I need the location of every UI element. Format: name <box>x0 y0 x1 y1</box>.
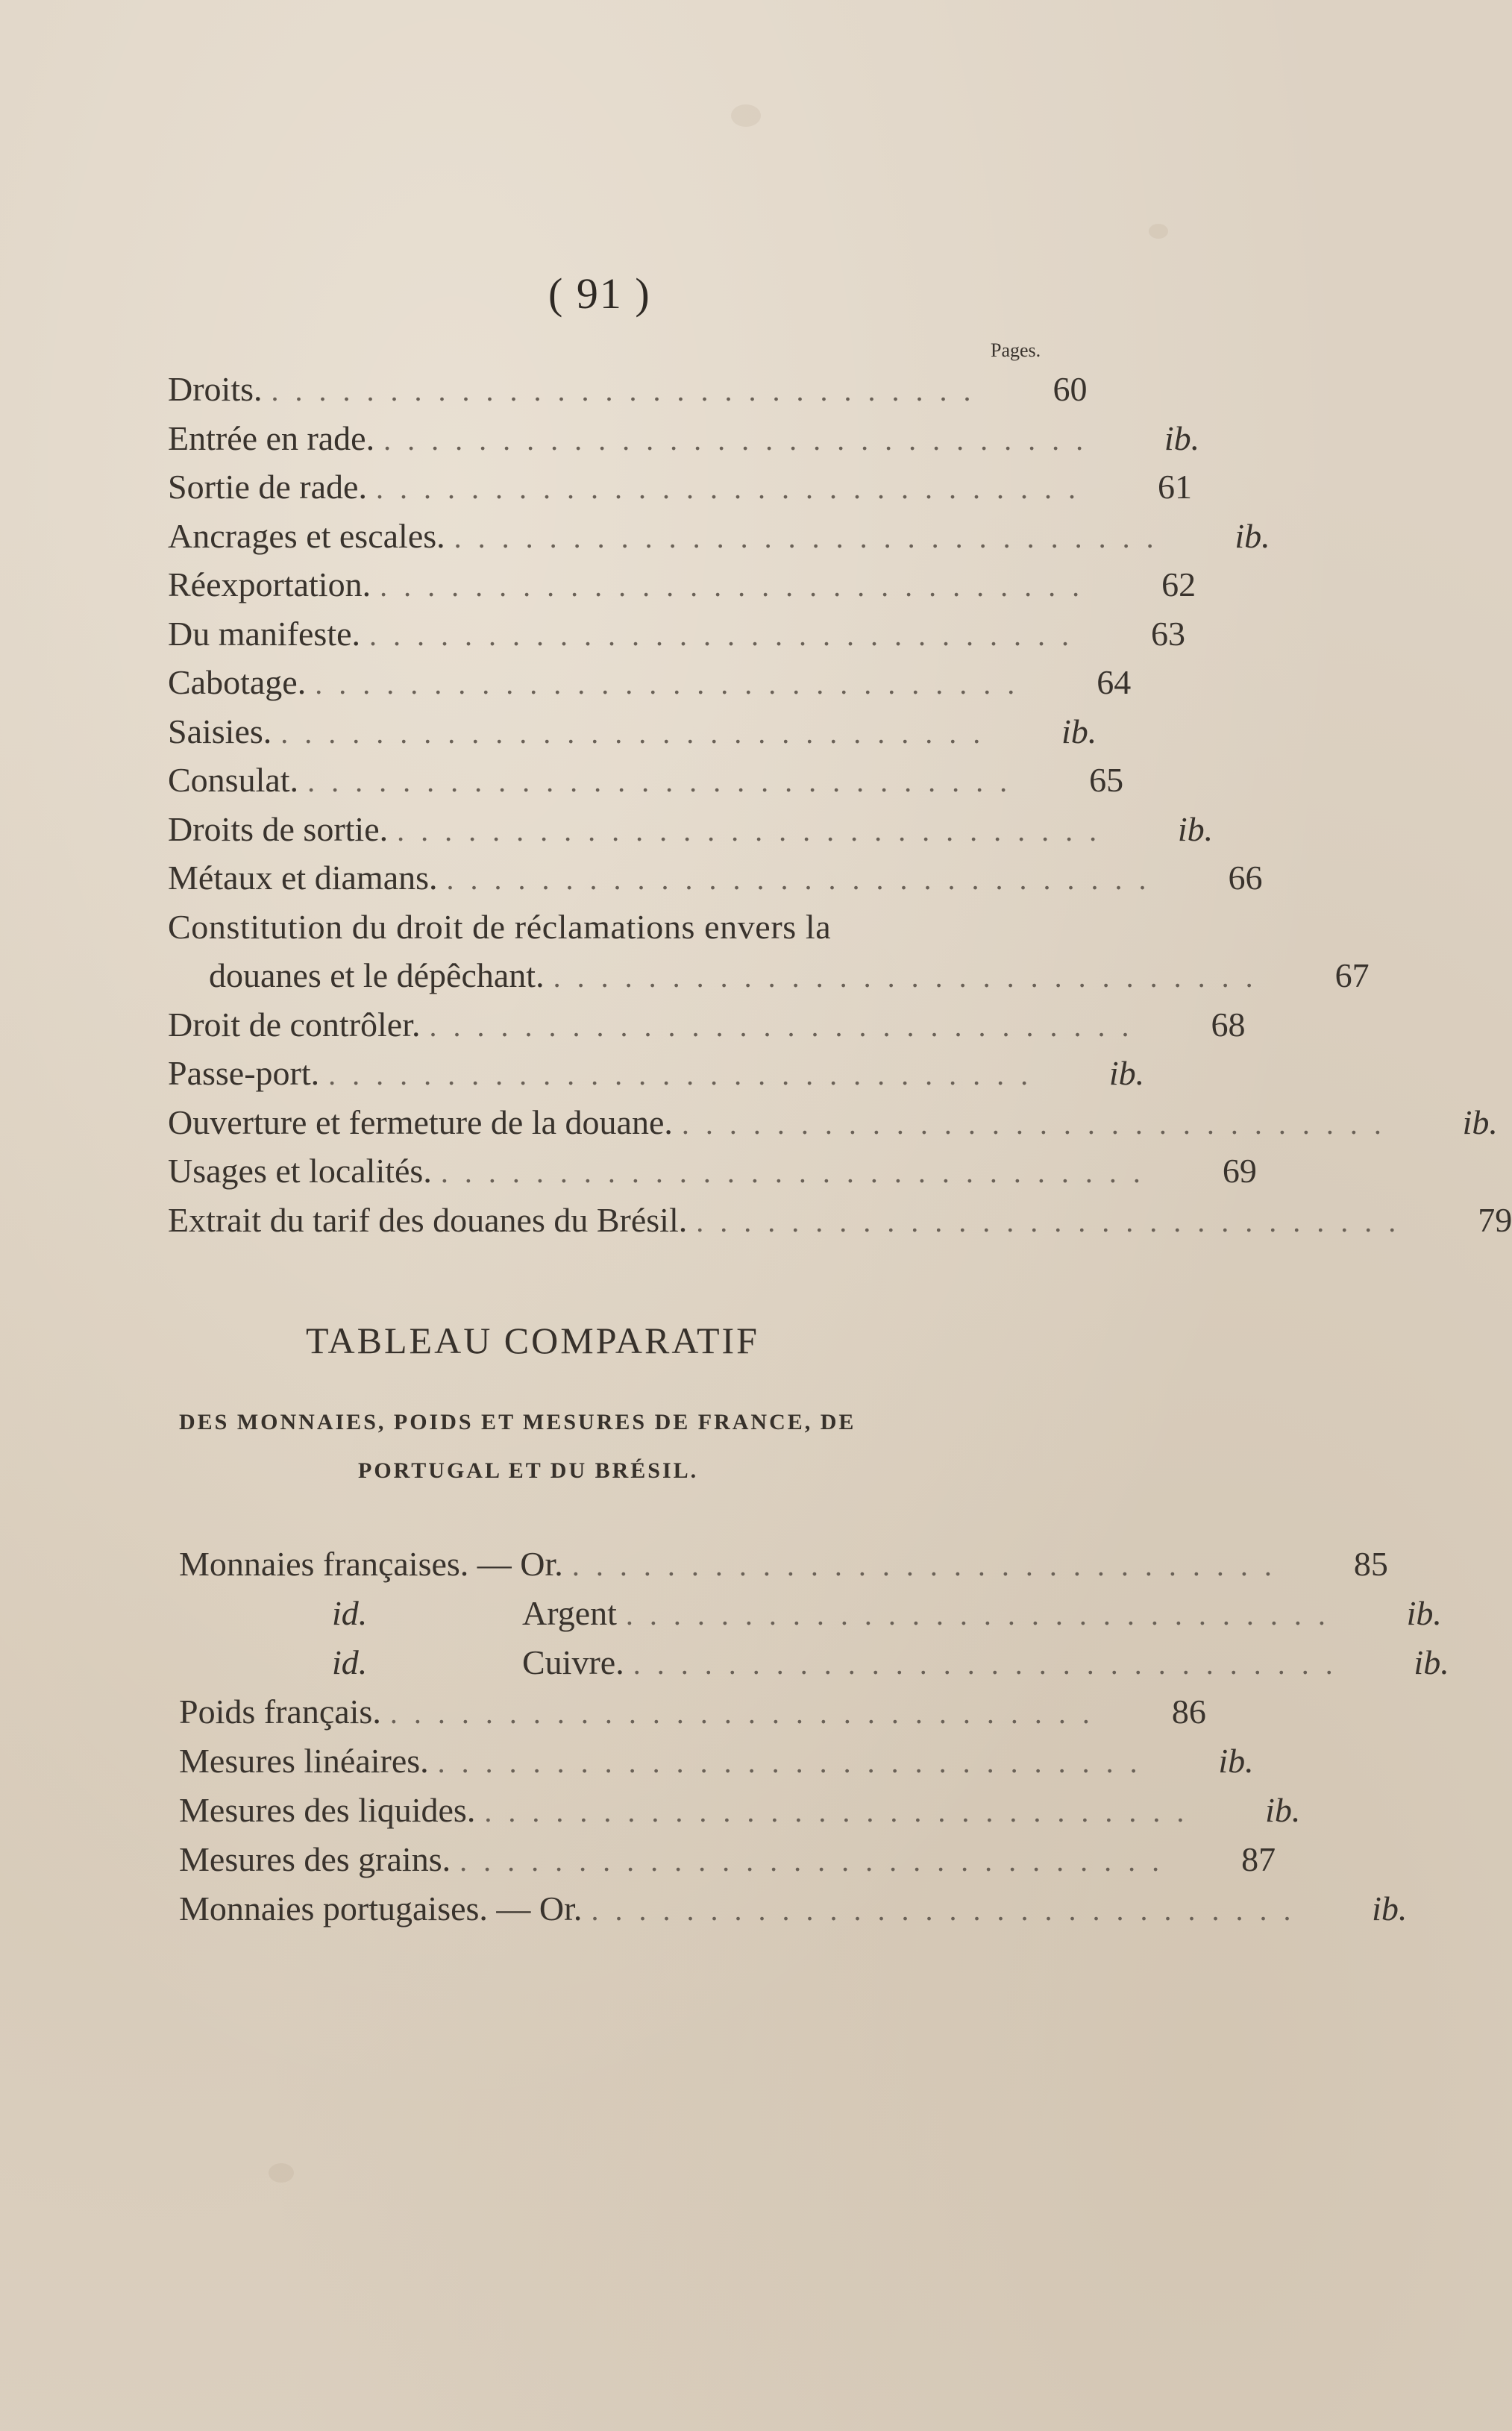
toc-entry-label: Mesures linéaires. <box>179 1742 429 1780</box>
leader-dots: .............................. <box>271 374 988 407</box>
toc-entry-label: Droits de sortie. <box>168 809 389 848</box>
toc-entry <box>179 1741 1254 1790</box>
toc-entry <box>179 1544 1388 1593</box>
toc-entry <box>179 1692 1206 1741</box>
toc-entry-page: ib. <box>1061 712 1097 750</box>
toc-entry <box>168 1151 1257 1200</box>
table-of-contents-bottom <box>179 1544 1449 1938</box>
toc-entry <box>168 614 1186 663</box>
toc-entry-page: 67 <box>1334 956 1370 994</box>
toc-entry <box>168 809 1214 859</box>
toc-entry-label: Réexportation. <box>168 565 371 603</box>
leader-dots: .............................. <box>375 471 1092 505</box>
toc-entry <box>168 1200 1512 1249</box>
toc-entry <box>168 1053 1145 1102</box>
toc-entry-label: Usages et localités. <box>168 1152 432 1190</box>
toc-entry-label: Saisies. <box>168 712 272 750</box>
toc-entry-page: ib. <box>1414 1643 1449 1681</box>
leader-dots: .............................. <box>459 1844 1176 1878</box>
toc-entry-page: 79 <box>1478 1200 1512 1239</box>
toc-entry-label: Ouverture et fermeture de la douane. <box>168 1102 673 1141</box>
toc-entry <box>168 1005 1246 1054</box>
toc-entry-label: Ancrages et escales. <box>168 516 445 555</box>
toc-entry-label: Mesures des grains. <box>179 1840 451 1878</box>
toc-entry-label: Mesures des liquides. <box>179 1791 476 1829</box>
leader-dots: .............................. <box>571 1549 1288 1582</box>
toc-entry <box>168 418 1200 468</box>
leader-dots: .............................. <box>625 1598 1342 1631</box>
toc-entry <box>168 516 1270 565</box>
leader-dots: .............................. <box>307 765 1024 798</box>
leader-dots: .............................. <box>446 862 1163 896</box>
toc-entry-label: Passe-port. <box>168 1054 320 1092</box>
leader-dots: .............................. <box>437 1745 1154 1779</box>
toc-entry-page: ib. <box>1406 1594 1442 1632</box>
toc-entry-label: Droits. <box>168 370 263 408</box>
toc-entry-label: Argent <box>522 1594 617 1632</box>
toc-entry-ditto: id. <box>332 1643 368 1681</box>
leader-dots: .............................. <box>429 1009 1146 1043</box>
toc-entry <box>179 1593 1442 1643</box>
leader-dots: .............................. <box>633 1647 1349 1681</box>
section-subtitle-line1: DES MONNAIES, POIDS ET MESURES DE FRANCE, DE <box>179 1410 856 1434</box>
toc-entry-label: Métaux et diamans. <box>168 859 438 897</box>
toc-entry <box>168 1102 1498 1152</box>
toc-entry-page: 68 <box>1211 1005 1246 1044</box>
toc-entry <box>168 760 1124 809</box>
toc-entry <box>168 662 1132 712</box>
paper-stain <box>269 2163 294 2183</box>
toc-entry <box>168 858 1263 907</box>
toc-entry <box>168 369 1088 418</box>
leader-dots: .............................. <box>681 1106 1398 1141</box>
toc-entry-page: ib. <box>1218 1742 1254 1780</box>
leader-dots: .............................. <box>369 618 1086 652</box>
page-number: ( 91 ) <box>548 269 651 318</box>
toc-entry-page: 64 <box>1097 663 1132 701</box>
toc-entry-label: Sortie de rade. <box>168 468 367 506</box>
toc-entry-page: 85 <box>1353 1545 1388 1583</box>
leader-dots: .............................. <box>280 715 997 750</box>
toc-entry-label: Monnaies portugaises. — Or. <box>179 1889 583 1927</box>
toc-entry-page: 63 <box>1151 614 1186 653</box>
toc-entry-label: douanes et le dépêchant. <box>209 956 545 994</box>
leader-dots: .............................. <box>383 422 1100 457</box>
toc-entry-page: ib. <box>1462 1102 1498 1141</box>
toc-entry-label: Cabotage. <box>168 663 307 701</box>
toc-entry-label: Poids français. <box>179 1693 381 1731</box>
leader-dots: .............................. <box>591 1893 1308 1927</box>
toc-entry-label: Cuivre. <box>522 1643 624 1681</box>
pages-column-label: Pages. <box>991 339 1041 361</box>
toc-entry <box>179 1643 1449 1692</box>
leader-dots: .............................. <box>454 520 1170 554</box>
toc-entry <box>168 956 1370 1005</box>
toc-entry-page: 86 <box>1171 1693 1206 1731</box>
toc-entry <box>168 565 1196 614</box>
leader-dots: .............................. <box>440 1155 1157 1189</box>
toc-entry <box>168 712 1097 761</box>
toc-entry-page: ib. <box>1164 418 1200 457</box>
toc-entry-page: 61 <box>1157 468 1192 506</box>
section-title: TABLEAU COMPARATIF <box>306 1320 759 1361</box>
toc-entry-label: Extrait du tarif des douanes du Brésil. <box>168 1200 688 1239</box>
leader-dots: .............................. <box>484 1795 1201 1828</box>
toc-entry <box>168 907 1085 956</box>
leader-dots: .............................. <box>696 1204 1413 1238</box>
paper-stain <box>731 104 761 127</box>
paper-stain <box>1149 224 1168 239</box>
table-of-contents-top <box>168 369 1512 1249</box>
toc-entry-page: 65 <box>1089 761 1124 799</box>
leader-dots: .............................. <box>389 1696 1106 1730</box>
toc-entry-label: Du manifeste. <box>168 614 361 653</box>
toc-entry-page: 69 <box>1222 1152 1257 1190</box>
toc-entry-label: Consulat. <box>168 761 299 799</box>
toc-entry-page: ib. <box>1235 516 1270 555</box>
toc-entry-page: ib. <box>1372 1889 1408 1927</box>
toc-entry-page: 66 <box>1228 859 1263 897</box>
toc-entry-label: Monnaies françaises. — Or. <box>179 1545 563 1583</box>
toc-entry-label: Constitution du droit de réclamations envers la <box>168 907 832 946</box>
toc-entry <box>179 1839 1276 1889</box>
toc-entry-page: 60 <box>1053 370 1088 408</box>
toc-entry <box>168 467 1192 516</box>
leader-dots: .............................. <box>315 667 1032 700</box>
toc-entry-page: 87 <box>1241 1840 1276 1878</box>
toc-entry <box>179 1790 1301 1839</box>
toc-entry-page: 62 <box>1161 565 1196 603</box>
toc-entry-label: Entrée en rade. <box>168 418 375 457</box>
toc-entry-page: ib. <box>1177 809 1214 848</box>
leader-dots: .............................. <box>553 960 1270 994</box>
toc-entry <box>179 1889 1408 1938</box>
leader-dots: .............................. <box>397 813 1114 847</box>
leader-dots: .............................. <box>328 1058 1045 1091</box>
toc-entry-page: ib. <box>1265 1791 1301 1829</box>
section-subtitle-line2: PORTUGAL ET DU BRÉSIL. <box>358 1458 699 1483</box>
toc-entry-page: ib. <box>1108 1054 1145 1092</box>
toc-entry-ditto: id. <box>332 1594 368 1632</box>
leader-dots: .............................. <box>380 569 1097 603</box>
toc-entry-label: Droit de contrôler. <box>168 1005 421 1044</box>
